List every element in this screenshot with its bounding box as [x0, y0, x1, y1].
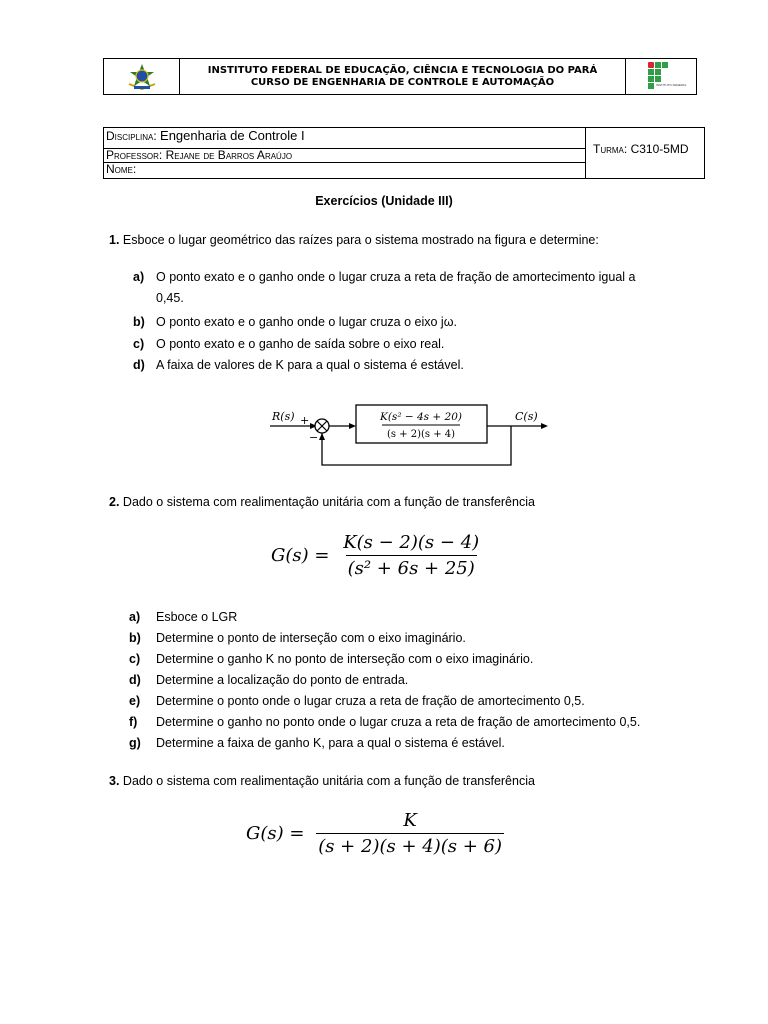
feedback-arrowhead — [319, 433, 325, 440]
q2-item-g-text: Determine a faixa de ganho K, para a qual o sistema é estável. — [156, 736, 505, 750]
q2-transfer-function — [271, 532, 481, 579]
coat-of-arms-icon — [125, 62, 159, 92]
q2-item-d-label: d) — [129, 673, 141, 687]
q1-item-a-text: O ponto exato e o ganho onde o lugar cruza a reta de fração de amortecimento igual a — [156, 270, 636, 284]
question-2-text: Dado o sistema com realimentação unitária com a função de transferência — [122, 495, 535, 509]
forward-arrowhead — [349, 423, 356, 429]
brazil-coat-of-arms-logo — [104, 59, 180, 94]
question-3-number: 3. — [109, 774, 120, 788]
turma-cell — [585, 128, 704, 178]
q1-item-c-text: O ponto exato e o ganho de saída sobre o eixo real. — [156, 337, 445, 351]
q3-eq-lhs: G(s) = — [246, 822, 305, 844]
q3-eq-denominator: (s + 2)(s + 4)(s + 6) — [316, 833, 504, 857]
minus-sign: − — [309, 431, 319, 444]
plus-sign: + — [300, 414, 310, 427]
q2-item-a-text: Esboce o LGR — [156, 610, 238, 624]
input-label: R(s) — [272, 410, 295, 423]
question-2-number: 2. — [109, 495, 120, 509]
q2-eq-denominator: (s² + 6s + 25) — [346, 555, 477, 579]
q2-item-e-text: Determine o ponto onde o lugar cruza a reta de fração de amortecimento 0,5. — [156, 694, 585, 708]
q2-eq-lhs: G(s) = — [271, 544, 330, 566]
question-1 — [109, 233, 599, 247]
professor-label: Professor: — [106, 148, 163, 162]
page-title: Exercícios (Unidade III) — [315, 194, 453, 208]
q2-item-c-text: Determine o ganho K no ponto de interseção com o eixo imaginário. — [156, 652, 534, 666]
course-name: CURSO DE ENGENHARIA DE CONTROLE E AUTOMAÇÃO — [250, 76, 555, 88]
q2-item-g-label: g) — [129, 736, 141, 750]
output-arrowhead — [541, 423, 548, 429]
disciplina-row — [104, 128, 585, 149]
turma-value: C310-5MD — [630, 142, 689, 156]
nome-row — [104, 163, 585, 178]
if-logo-icon — [648, 62, 687, 92]
q3-transfer-function — [246, 810, 504, 857]
student-info-table — [103, 127, 705, 179]
q1-item-b-text: O ponto exato e o ganho onde o lugar cruza o eixo jω. — [156, 315, 457, 329]
q1-item-a-label: a) — [133, 270, 145, 284]
q2-eq-numerator: K(s − 2)(s − 4) — [343, 532, 480, 553]
question-1-number: 1. — [109, 233, 120, 247]
plant-numerator: K(s² − 4s + 20) — [379, 411, 463, 423]
turma-label: Turma: — [593, 142, 628, 156]
q2-item-b-label: b) — [129, 631, 141, 645]
question-3-text: Dado o sistema com realimentação unitária com a função de transferência — [122, 774, 535, 788]
q3-eq-fraction — [316, 810, 504, 857]
if-logo — [625, 59, 696, 94]
institution-header — [103, 58, 697, 95]
q2-eq-fraction — [341, 532, 481, 579]
question-2 — [109, 495, 535, 509]
disciplina-label: Disciplina: — [106, 129, 157, 143]
professor-row — [104, 149, 585, 163]
q1-item-c-label: c) — [133, 337, 145, 351]
q1-item-a-text-cont: 0,45. — [156, 291, 184, 305]
professor-value: Rejane de Barros Araújo — [165, 148, 293, 162]
svg-text:INSTITUTO FEDERAL: INSTITUTO FEDERAL — [656, 82, 687, 87]
q2-item-f-text: Determine o ganho no ponto onde o lugar cruza a reta de fração de amortecimento 0,5. — [156, 715, 641, 729]
q1-item-b-label: b) — [133, 315, 145, 329]
disciplina-value: Engenharia de Controle I — [160, 128, 305, 143]
q3-eq-numerator: K — [403, 810, 417, 831]
block-diagram — [265, 396, 555, 472]
q2-item-e-label: e) — [129, 694, 141, 708]
plant-denominator: (s + 2)(s + 4) — [386, 429, 456, 440]
question-3 — [109, 774, 535, 788]
output-label: C(s) — [515, 410, 538, 423]
q2-item-a-label: a) — [129, 610, 141, 624]
question-1-text: Esboce o lugar geométrico das raízes para o sistema mostrado na figura e determine: — [122, 233, 599, 247]
q2-item-b-text: Determine o ponto de interseção com o eixo imaginário. — [156, 631, 466, 645]
q1-item-d-text: A faixa de valores de K para a qual o sistema é estável. — [156, 358, 464, 372]
nome-label: Nome: — [106, 162, 137, 176]
q2-item-f-label: f) — [129, 715, 138, 729]
q1-item-d-label: d) — [133, 358, 145, 372]
institution-name: INSTITUTO FEDERAL DE EDUCAÇÃO, CIÊNCIA E TECNOLOGIA DO PARÁ — [207, 64, 598, 76]
q2-item-c-label: c) — [129, 652, 141, 666]
q2-item-d-text: Determine a localização do ponto de entrada. — [156, 673, 409, 687]
